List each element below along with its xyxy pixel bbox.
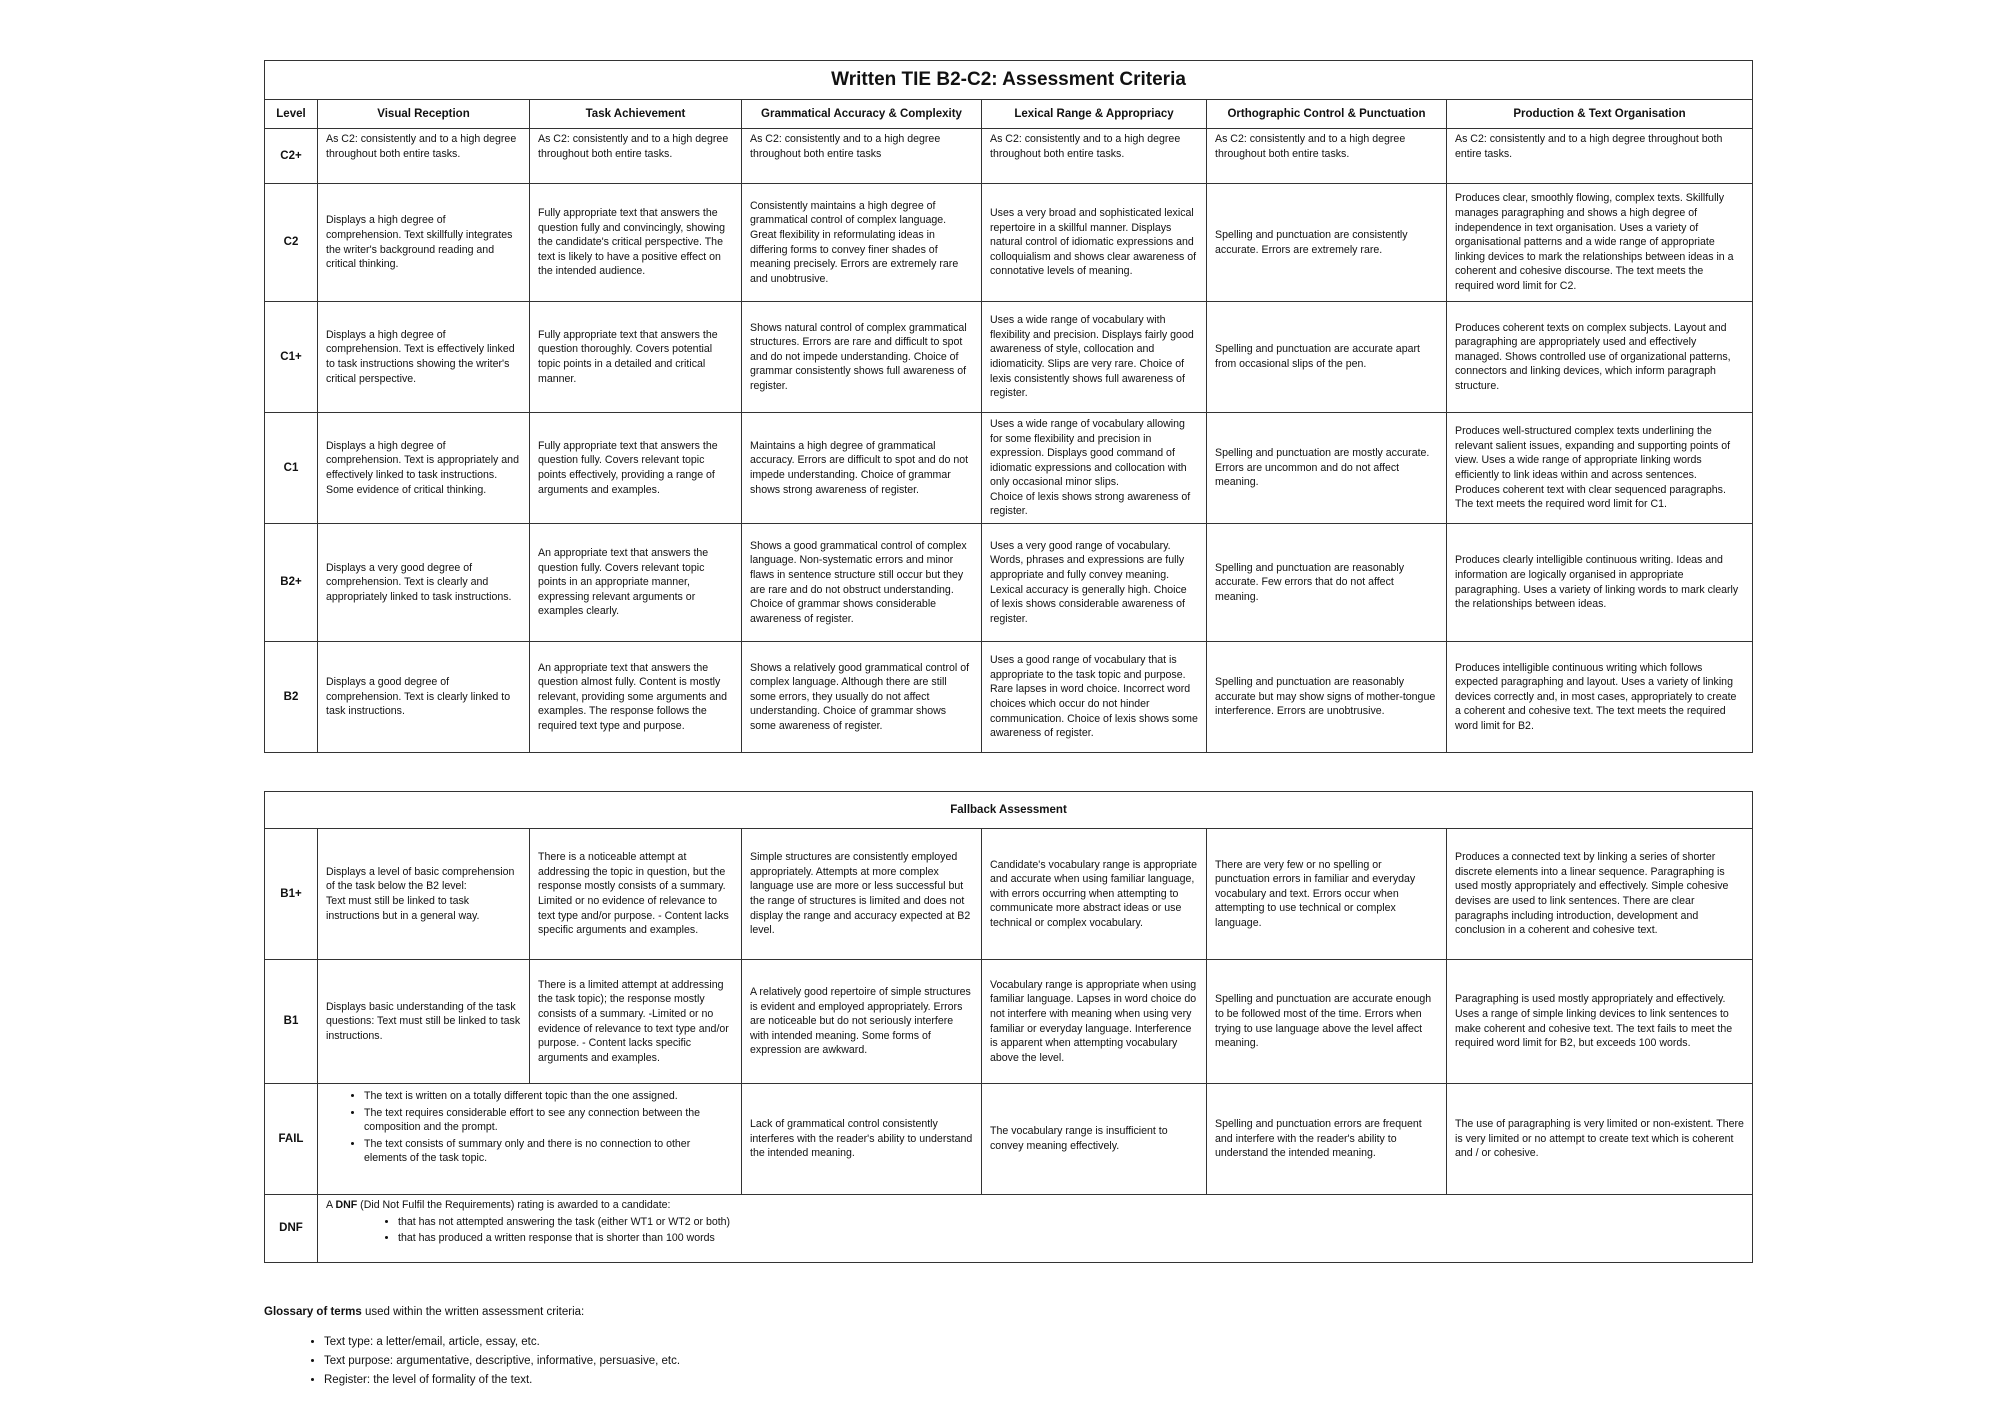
- fail-criteria: [318, 1084, 742, 1195]
- fail-grammar-cell: Lack of grammatical control consistently interferes with the reader's ability to understand the intended meaning.: [742, 1084, 982, 1195]
- visual-reception-cell: Displays a good degree of comprehension. Text is clearly linked to task instructions.: [318, 642, 530, 753]
- fail-orthography-cell: Spelling and punctuation errors are frequent and interfere with the reader's ability to understand the intended meaning.: [1207, 1084, 1447, 1195]
- grammatical-accuracy-cell: Maintains a high degree of grammatical accuracy. Errors are difficult to spot and do not impede understanding. Choice of grammar shows strong awareness of register.: [742, 413, 982, 524]
- glossary-item: • Text type: a letter/email, article, essay, etc.: [324, 1333, 1752, 1351]
- grammatical-accuracy-cell: As C2: consistently and to a high degree throughout both entire tasks: [742, 129, 982, 184]
- lexical-range-cell: As C2: consistently and to a high degree throughout both entire tasks.: [982, 129, 1207, 184]
- column-header-lexical-range: Lexical Range & Appropriacy: [982, 100, 1207, 129]
- orthographic-control-cell: Spelling and punctuation are reasonably accurate but may show signs of mother-tongue interference. Errors are unobtrusive.: [1207, 642, 1447, 753]
- column-header-production-organisation: Production & Text Organisation: [1447, 100, 1753, 129]
- fail-row: [265, 1084, 1753, 1195]
- production-organisation-cell: Produces coherent texts on complex subjects. Layout and paragraphing are appropriately used and effectively managed. Shows controlled use of organizational patterns, connectors and linking devices, which inform paragraph structure.: [1447, 302, 1753, 413]
- visual-reception-cell: As C2: consistently and to a high degree throughout both entire tasks.: [318, 129, 530, 184]
- level-label: B1: [265, 960, 318, 1084]
- fail-bullet: • The text consists of summary only and there is no connection to other elements of the task topic.: [364, 1137, 733, 1166]
- level-label: B1+: [265, 829, 318, 960]
- glossary-heading: [264, 1303, 1752, 1321]
- production-organisation-cell: Produces clear, smoothly flowing, complex texts. Skillfully manages paragraphing and shows a high degree of independence in text organisation. Uses a variety of organisational patterns and a wide range of appropriate linking devices to mark the relationships between ideas in a coherent and cohesive discourse. The text meets the required word limit for C2.: [1447, 184, 1753, 302]
- visual-reception-cell: Displays basic understanding of the task questions: Text must still be linked to task instructions.: [318, 960, 530, 1084]
- level-label: B2+: [265, 524, 318, 642]
- grammatical-accuracy-cell: A relatively good repertoire of simple structures is evident and employed appropriately. Errors are noticeable but do not seriously interfere with intended meaning. Some forms of expression are awkward.: [742, 960, 982, 1084]
- glossary-list: [264, 1333, 1752, 1389]
- glossary-heading-bold: Glossary of terms: [264, 1306, 362, 1318]
- grammatical-accuracy-cell: Shows a relatively good grammatical control of complex language. Although there are still some errors, they usually do not affect understanding. Choice of grammar shows some awareness of register.: [742, 642, 982, 753]
- orthographic-control-cell: As C2: consistently and to a high degree throughout both entire tasks.: [1207, 129, 1447, 184]
- criteria-row: [265, 129, 1753, 184]
- lexical-range-cell: Uses a good range of vocabulary that is appropriate to the task topic and purpose. Rare lapses in word choice. Incorrect word choices which occur do not hinder communication. Choice of lexis shows some awareness of register.: [982, 642, 1207, 753]
- column-header-orthographic-control: Orthographic Control & Punctuation: [1207, 100, 1447, 129]
- column-header-level: Level: [265, 100, 318, 129]
- task-achievement-cell: There is a limited attempt at addressing the task topic); the response mostly consists of a summary. -Limited or no evidence of relevance to text type and/or purpose. - Content lacks specific arguments and examples.: [530, 960, 742, 1084]
- orthographic-control-cell: Spelling and punctuation are consistently accurate. Errors are extremely rare.: [1207, 184, 1447, 302]
- fallback-title: Fallback Assessment: [265, 792, 1753, 829]
- column-header-grammatical-accuracy: Grammatical Accuracy & Complexity: [742, 100, 982, 129]
- header-row: [265, 100, 1753, 129]
- lexical-range-cell: Uses a wide range of vocabulary allowing for some flexibility and precision in expression. Displays good command of idiomatic expressions and collocation with only occasional minor slips. Choice of lexis shows strong awareness of register.: [982, 413, 1207, 524]
- criteria-row: [265, 302, 1753, 413]
- production-organisation-cell: Paragraphing is used mostly appropriately and effectively. Uses a range of simple linking devices to link sentences to make coherent and cohesive text. The text fails to meet the required word limit for B2, but exceeds 100 words.: [1447, 960, 1753, 1084]
- grammatical-accuracy-cell: Shows natural control of complex grammatical structures. Errors are rare and difficult to spot and do not impede understanding. Choice of grammar consistently shows full awareness of register.: [742, 302, 982, 413]
- glossary: [264, 1303, 1752, 1389]
- column-header-visual-reception: Visual Reception: [318, 100, 530, 129]
- criteria-row: [265, 829, 1753, 960]
- lexical-range-cell: Uses a wide range of vocabulary with flexibility and precision. Displays fairly good awareness of style, collocation and idiomaticity. Slips are very rare. Choice of lexis consistently shows full awareness of register.: [982, 302, 1207, 413]
- production-organisation-cell: Produces a connected text by linking a series of shorter discrete elements into a linear sequence. Paragraphing is used mostly appropriately and effectively. Simple cohesive devises are used to link sentences. There are clear paragraphs including introduction, development and conclusion in a coherent and cohesive text.: [1447, 829, 1753, 960]
- glossary-heading-rest: used within the written assessment criteria:: [361, 1306, 585, 1318]
- dnf-intro-a: A: [326, 1199, 336, 1211]
- task-achievement-cell: Fully appropriate text that answers the question thoroughly. Covers potential topic points in a detailed and critical manner.: [530, 302, 742, 413]
- criteria-body: [265, 129, 1753, 753]
- level-label: C2: [265, 184, 318, 302]
- lexical-range-cell: Uses a very good range of vocabulary. Words, phrases and expressions are fully appropriate and fully convey meaning. Lexical accuracy is generally high. Choice of lexis shows considerable awareness of register.: [982, 524, 1207, 642]
- orthographic-control-cell: Spelling and punctuation are reasonably accurate. Few errors that do not affect meaning.: [1207, 524, 1447, 642]
- fail-bullet: • The text is written on a totally different topic than the one assigned.: [364, 1089, 733, 1104]
- visual-reception-cell: Displays a high degree of comprehension. Text is appropriately and effectively linked to task instructions. Some evidence of critical thinking.: [318, 413, 530, 524]
- criteria-row: [265, 184, 1753, 302]
- assessment-document: [264, 60, 1752, 1390]
- grammatical-accuracy-cell: Consistently maintains a high degree of grammatical control of complex language. Great flexibility in reformulating ideas in differing forms to convey finer shades of meaning precisely. Errors are extremely rare and unobtrusive.: [742, 184, 982, 302]
- lexical-range-cell: Vocabulary range is appropriate when using familiar language. Lapses in word choice do not interfere with meaning when using very familiar or everyday language. Interference is apparent when attempting vocabulary above the level.: [982, 960, 1207, 1084]
- document-title: Written TIE B2-C2: Assessment Criteria: [265, 61, 1753, 100]
- grammatical-accuracy-cell: Shows a good grammatical control of complex language. Non-systematic errors and minor flaws in sentence structure still occur but they are rare and do not obstruct understanding. Choice of grammar shows considerable awareness of register.: [742, 524, 982, 642]
- criteria-row: [265, 642, 1753, 753]
- visual-reception-cell: Displays a level of basic comprehension of the task below the B2 level: Text must still be linked to task instructions but in a general way.: [318, 829, 530, 960]
- dnf-bullet: • that has produced a written response that is shorter than 100 words: [398, 1231, 1744, 1246]
- orthographic-control-cell: Spelling and punctuation are accurate enough to be followed most of the time. Errors when trying to use language above the level affect meaning.: [1207, 960, 1447, 1084]
- production-organisation-cell: Produces clearly intelligible continuous writing. Ideas and information are logically organised in appropriate paragraphing. Uses a variety of linking words to mark clearly the relationships between ideas.: [1447, 524, 1753, 642]
- task-achievement-cell: An appropriate text that answers the question almost fully. Content is mostly relevant, providing some arguments and examples. The response follows the required text type and purpose.: [530, 642, 742, 753]
- task-achievement-cell: As C2: consistently and to a high degree throughout both entire tasks.: [530, 129, 742, 184]
- task-achievement-cell: Fully appropriate text that answers the question fully. Covers relevant topic points effectively, providing a range of arguments and examples.: [530, 413, 742, 524]
- visual-reception-cell: Displays a very good degree of comprehension. Text is clearly and appropriately linked to task instructions.: [318, 524, 530, 642]
- criteria-row: [265, 960, 1753, 1084]
- glossary-item: • Text purpose: argumentative, descriptive, informative, persuasive, etc.: [324, 1352, 1752, 1370]
- fail-bullet: • The text requires considerable effort to see any connection between the composition and the prompt.: [364, 1106, 733, 1135]
- visual-reception-cell: Displays a high degree of comprehension. Text skillfully integrates the writer's background reading and critical thinking.: [318, 184, 530, 302]
- task-achievement-cell: Fully appropriate text that answers the question fully and convincingly, showing the candidate's critical perspective. The text is likely to have a positive effect on the intended audience.: [530, 184, 742, 302]
- grammatical-accuracy-cell: Simple structures are consistently employed appropriately. Attempts at more complex language use are more or less successful but the range of structures is limited and does not display the range and accuracy expected at B2 level.: [742, 829, 982, 960]
- task-achievement-cell: An appropriate text that answers the question fully. Covers relevant topic points in an appropriate manner, expressing relevant arguments or examples clearly.: [530, 524, 742, 642]
- orthographic-control-cell: There are very few or no spelling or punctuation errors in familiar and everyday vocabulary and text. Errors occur when attempting to use technical or complex language.: [1207, 829, 1447, 960]
- fallback-table: [264, 791, 1753, 1263]
- dnf-intro-bold: DNF: [335, 1199, 358, 1211]
- level-fail: FAIL: [265, 1084, 318, 1195]
- criteria-table: [264, 60, 1753, 753]
- orthographic-control-cell: Spelling and punctuation are accurate apart from occasional slips of the pen.: [1207, 302, 1447, 413]
- fail-production-cell: The use of paragraphing is very limited or non-existent. There is very limited or no attempt to create text which is coherent and / or cohesive.: [1447, 1084, 1753, 1195]
- glossary-item: • Register: the level of formality of the text.: [324, 1371, 1752, 1389]
- fail-lexis-cell: The vocabulary range is insufficient to convey meaning effectively.: [982, 1084, 1207, 1195]
- visual-reception-cell: Displays a high degree of comprehension. Text is effectively linked to task instructions showing the writer's critical perspective.: [318, 302, 530, 413]
- fallback-body: [265, 829, 1753, 1084]
- fail-bullet-list: [326, 1089, 733, 1166]
- task-achievement-cell: There is a noticeable attempt at addressing the topic in question, but the response mostly consists of a summary. Limited or no evidence of relevance to text type and/or purpose. - Content lacks specific arguments and examples.: [530, 829, 742, 960]
- production-organisation-cell: Produces intelligible continuous writing which follows expected paragraphing and layout. Uses a variety of linking devices correctly and, in most cases, appropriately to create a coherent and cohesive text. The text meets the required word limit for B2.: [1447, 642, 1753, 753]
- level-label: C1+: [265, 302, 318, 413]
- level-label: B2: [265, 642, 318, 753]
- level-label: C1: [265, 413, 318, 524]
- level-dnf: DNF: [265, 1195, 318, 1263]
- lexical-range-cell: Candidate's vocabulary range is appropriate and accurate when using familiar language, with errors occurring when attempting to communicate more abstract ideas or use technical or complex vocabulary.: [982, 829, 1207, 960]
- dnf-intro-b: (Did Not Fulfil the Requirements) rating is awarded to a candidate:: [357, 1199, 671, 1211]
- level-label: C2+: [265, 129, 318, 184]
- dnf-intro: [326, 1198, 1744, 1213]
- production-organisation-cell: As C2: consistently and to a high degree throughout both entire tasks.: [1447, 129, 1753, 184]
- lexical-range-cell: Uses a very broad and sophisticated lexical repertoire in a skillful manner. Displays natural control of idiomatic expressions and colloquialism and shows clear awareness of connotative levels of meaning.: [982, 184, 1207, 302]
- dnf-description: [318, 1195, 1753, 1263]
- dnf-bullet-list: [326, 1215, 1744, 1246]
- orthographic-control-cell: Spelling and punctuation are mostly accurate. Errors are uncommon and do not affect meaning.: [1207, 413, 1447, 524]
- dnf-row: [265, 1195, 1753, 1263]
- criteria-row: [265, 524, 1753, 642]
- production-organisation-cell: Produces well-structured complex texts underlining the relevant salient issues, expanding and supporting points of view. Uses a wide range of appropriate linking words efficiently to link ideas within and across sentences. Produces coherent text with clear sequenced paragraphs. The text meets the required word limit for C1.: [1447, 413, 1753, 524]
- column-header-task-achievement: Task Achievement: [530, 100, 742, 129]
- dnf-bullet: • that has not attempted answering the task (either WT1 or WT2 or both): [398, 1215, 1744, 1230]
- criteria-row: [265, 413, 1753, 524]
